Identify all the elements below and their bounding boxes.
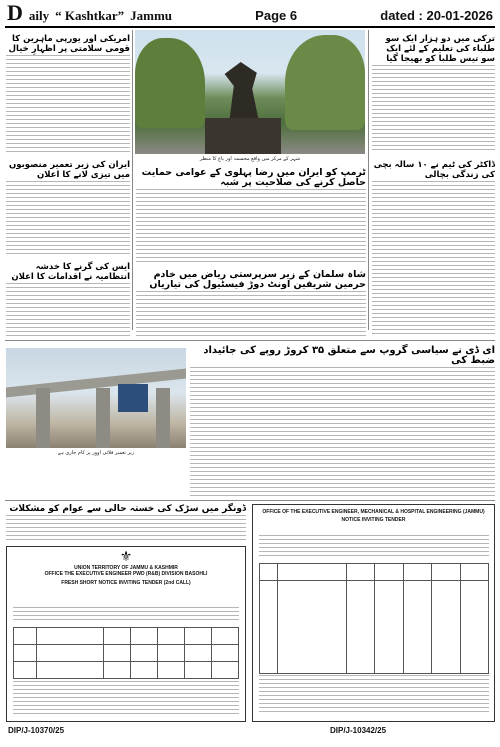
story-center-lower — [136, 268, 366, 336]
photo-caption: زیر تعمیر فلائی اوور پر کام جاری ہے — [57, 450, 135, 456]
story-headline: امریکی اور یورپی ماہرین کا قومی سلامتی پر اظہارِ خیال — [8, 34, 130, 54]
story-headline: شاہ سلمان کے زیر سرپرستی ریاض میں خادم حرمین شریفین اونٹ دوڑ فیسٹیول کی تیاریاں — [149, 269, 366, 290]
masthead-city: Jammu — [130, 8, 172, 23]
issue-date: dated : 20-01-2026 — [380, 8, 493, 23]
statue-photo — [135, 30, 365, 154]
story-body — [6, 283, 130, 336]
story-center-mid — [136, 166, 366, 264]
story-left-mid — [6, 158, 130, 256]
story-body — [136, 291, 366, 336]
story-headline: ایس کی گرنے کا خدشہ انتظامیہ نے اقدامات کا اعلان — [11, 262, 130, 282]
story-body — [6, 55, 130, 152]
story-body — [372, 181, 495, 334]
story-headline: ڈاکٹر کی ٹیم نے ۱۰ سالہ بچی کی زندگی بچالی — [373, 160, 495, 180]
ad-title-1: OFFICE OF THE EXECUTIVE ENGINEER, MECHANICAL & HOSPITAL ENGINEERING (JAMMU) — [262, 509, 485, 515]
photo-caption: شہر کے مرکز میں واقع مجسمہ اور باغ کا منظر — [199, 156, 301, 162]
story-bottom-left — [6, 502, 246, 542]
tender-table — [259, 563, 489, 674]
story-bottom-band — [190, 344, 495, 496]
story-body — [190, 367, 495, 496]
story-body — [6, 515, 246, 542]
masthead-initial: D — [7, 0, 23, 25]
story-left-lower — [6, 260, 130, 336]
ad-title-2: NOTICE INVITING TENDER — [341, 517, 406, 523]
page-number: Page 6 — [255, 8, 298, 23]
story-body — [6, 181, 130, 256]
tender-table — [13, 627, 239, 679]
story-headline: ڈونگر میں سڑک کی خستہ حالی سے عوام کو مشکلات — [9, 504, 246, 514]
masthead — [5, 0, 495, 28]
ad-title-1: UNION TERRITORY OF JAMMU & KASHMIR — [74, 565, 178, 571]
emblem-icon: ⚜ — [119, 549, 133, 565]
story-right-mid — [372, 158, 495, 334]
dip-reference-left: DIP/J-10370/25 — [8, 726, 65, 735]
tender-notice-right — [252, 504, 495, 722]
dip-reference-right: DIP/J-10342/25 — [330, 726, 387, 735]
story-headline: ترکی میں دو ہزار ایک سو طلباء کی تعلیم کے لئے ایک سو تیس طلبا کو بھیجا گیا — [385, 34, 495, 64]
story-left-top — [6, 32, 130, 152]
tender-notice-left — [6, 546, 246, 722]
story-body — [372, 65, 495, 152]
masthead-daily: aily — [28, 8, 50, 23]
story-headline: ای ڈی نے سیاسی گروپ سے متعلق ۳۵ کروڑ روپے کی جائیداد ضبط کی — [203, 345, 495, 366]
masthead-paper-name: “ Kashtkar” — [55, 8, 125, 23]
ad-title-2: OFFICE THE EXECUTIVE ENGINEER PWD (R&B) DIVISION BASOHLI — [44, 571, 208, 577]
story-top-right — [372, 32, 495, 152]
story-body — [136, 189, 366, 264]
ad-title-3: FRESH SHORT NOTICE INVITING TENDER (2nd CALL) — [61, 580, 191, 586]
flyover-photo — [6, 348, 186, 448]
story-headline: ایران کی زیر تعمیر منصوبوں میں تیزی لانے کا اعلان — [9, 160, 130, 180]
story-headline: ٹرمپ کو ایران میں رضا پہلوی کے عوامی حمایت حاصل کرنے کی صلاحیت پر شبہ — [141, 167, 366, 188]
